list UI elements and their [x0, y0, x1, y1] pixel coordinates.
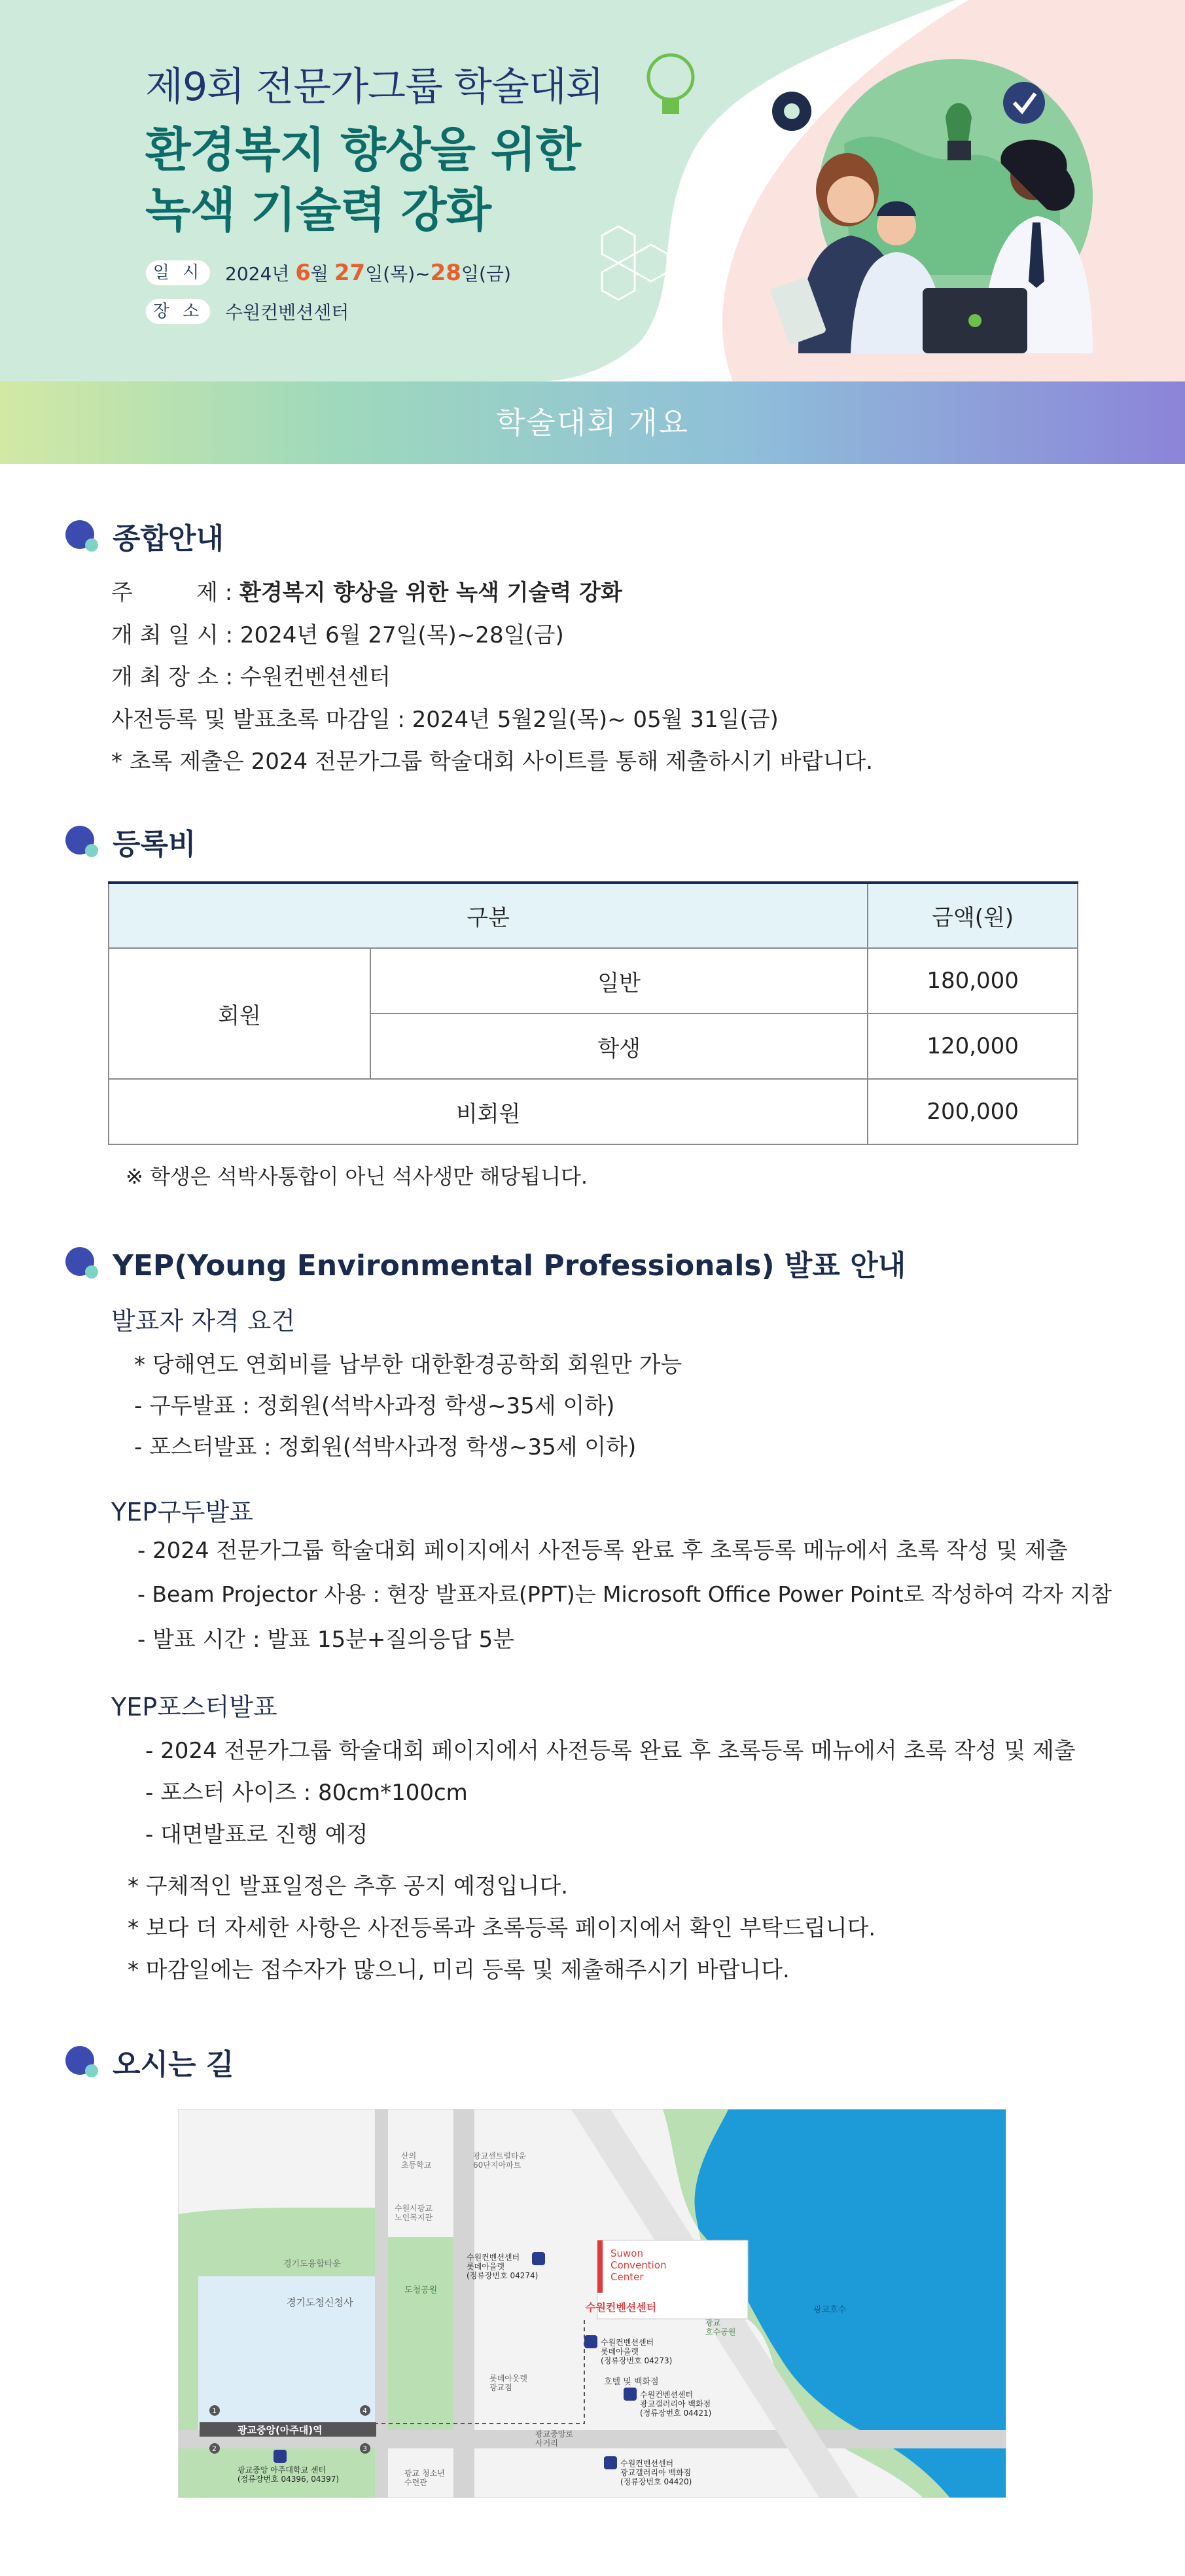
fee-nonmember-cell: 비회원 — [109, 1079, 868, 1144]
map-youth: 광교 청소년 수련관 — [404, 2469, 445, 2487]
list-item: - 2024 전문가그룹 학술대회 페이지에서 사전등록 완료 후 초록등록 메뉴에서 초록 작성 및 제출 — [145, 1738, 1076, 1764]
venue-label-pill: 장 소 — [145, 298, 211, 325]
general-theme-value: 환경복지 향상을 위한 녹색 기술력 강화 — [239, 580, 622, 606]
general-date-value: 2024년 6월 27일(목)~28일(금) — [239, 622, 564, 648]
venue-value: 수원컨벤션센터 — [225, 302, 349, 323]
fee-table — [108, 881, 1078, 1145]
yep-oral-title: YEP구두발표 — [111, 1498, 253, 1526]
hero-theme-line-1: 환경복지 향상을 위한 — [145, 122, 581, 177]
date-label-pill: 일 시 — [145, 260, 211, 286]
map-station: 광교중앙(아주대)역 — [238, 2424, 323, 2436]
date-day-end: 28 — [430, 260, 461, 286]
fee-amount-cell: 180,000 — [868, 948, 1078, 1014]
section-directions-header — [65, 2041, 234, 2083]
gear-icon — [772, 92, 811, 131]
map-galleria-bus: 수원컨벤션센터 광교갤러리아 백화점 (정류장번호 04420) — [620, 2459, 692, 2486]
section-yep-title: YEP(Young Environmental Professionals) 발표 안내 — [113, 1249, 906, 1282]
bus-stop-icon — [274, 2450, 287, 2463]
section-directions-title: 오시는 길 — [113, 2048, 234, 2081]
hero-banner — [0, 0, 1185, 381]
general-venue-value: 수원컨벤션센터 — [239, 664, 391, 690]
bus-stop-icon — [584, 2335, 597, 2348]
hero-theme — [145, 120, 580, 240]
fee-type-cell: 일반 — [370, 948, 868, 1014]
fee-table-header-row — [109, 883, 1078, 948]
map-bus-1: 수원컨벤션센터 롯데아울렛 (정류장번호 04274) — [467, 2253, 539, 2280]
date-year: 2024년 — [225, 263, 290, 285]
map-exit-4: 4 — [363, 2407, 367, 2415]
hero-venue-row — [145, 298, 349, 325]
general-venue — [111, 659, 391, 691]
check-badge-icon — [1003, 82, 1045, 124]
hero-date-row — [145, 260, 511, 286]
fee-type-cell: 학생 — [370, 1014, 868, 1079]
map-lake-park: 광교 호수공원 — [705, 2318, 736, 2337]
map-park: 도청공원 — [404, 2285, 438, 2295]
general-venue-label: 개 최 장 소 : — [111, 664, 240, 690]
hero-event-title: 제9회 전문가그룹 학술대회 — [145, 64, 603, 110]
section-fees-title: 등록비 — [113, 828, 196, 861]
general-theme-label: 주 제 : — [111, 580, 240, 606]
map-apt: 광교센트럴타운 60단지아파트 — [473, 2151, 527, 2170]
date-month-unit: 월 — [310, 263, 328, 285]
table-row — [109, 1079, 1078, 1144]
map-exit-3: 3 — [363, 2444, 367, 2453]
section-fees-header — [65, 820, 196, 862]
yep-note: * 마감일에는 접수자가 많으니, 미리 등록 및 제출해주시기 바랍니다. — [128, 1957, 790, 1983]
map-bus-2: 수원컨벤션센터 롯데아울렛 (정류장번호 04273) — [601, 2338, 673, 2365]
date-day-end-unit: 일(금) — [461, 263, 511, 285]
map-intersection: 광교중앙로 사거리 — [535, 2429, 573, 2448]
list-item: - 2024 전문가그룹 학술대회 페이지에서 사전등록 완료 후 초록등록 메뉴에서 초록 작성 및 제출 — [137, 1538, 1068, 1564]
section-bullet-icon — [65, 519, 99, 553]
fee-note: ※ 학생은 석박사통합이 아닌 석사생만 해당됩니다. — [126, 1164, 588, 1189]
bus-stop-icon — [532, 2252, 545, 2265]
map-convention-en-3: Center — [610, 2271, 644, 2283]
general-theme — [111, 574, 622, 607]
map-bus-3: 수원컨벤션센터 광교갤러리아 백화점 (정류장번호 04421) — [640, 2390, 712, 2418]
list-item: - 대면발표로 진행 예정 — [145, 1822, 368, 1848]
yep-note: * 구체적인 발표일정은 추후 공지 예정입니다. — [128, 1873, 569, 1899]
fee-col-amount: 금액(원) — [868, 883, 1078, 948]
fee-member-cell: 회원 — [109, 948, 370, 1079]
section-general-header — [65, 515, 224, 557]
map-exit-2: 2 — [212, 2444, 217, 2453]
list-item: * 당해연도 연회비를 납부한 대한환경공학회 회원만 가능 — [134, 1352, 682, 1378]
section-yep-header — [65, 1242, 906, 1284]
table-row — [109, 948, 1078, 1014]
overview-banner — [0, 381, 1185, 464]
location-map[interactable] — [178, 2109, 1006, 2498]
fee-amount-cell: 120,000 — [868, 1014, 1078, 1079]
fee-col-category: 구분 — [109, 883, 868, 948]
section-bullet-icon — [65, 824, 99, 858]
section-general-title: 종합안내 — [113, 522, 224, 556]
general-date — [111, 617, 564, 649]
yep-note: * 보다 더 자세한 사항은 사전등록과 초록등록 페이지에서 확인 부탁드립니다. — [128, 1915, 876, 1941]
map-convention-en-2: Convention — [610, 2259, 667, 2271]
yep-poster-title: YEP포스터발표 — [111, 1693, 277, 1721]
yep-qualification-title: 발표자 자격 요건 — [111, 1307, 296, 1335]
map-lake: 광교호수 — [813, 2305, 847, 2315]
date-month: 6 — [295, 260, 311, 286]
general-deadline-value: 2024년 5월2일(목)~ 05월 31일(금) — [412, 707, 779, 733]
map-school: 산의 초등학교 — [401, 2151, 432, 2170]
general-note: * 초록 제출은 2024 전문가그룹 학술대회 사이트를 통해 제출하시기 바랍니다. — [111, 749, 874, 775]
map-convention-kr: 수원컨벤션센터 — [586, 2301, 657, 2314]
hero-theme-line-2: 녹색 기술력 강화 — [145, 183, 491, 238]
general-deadline-label: 사전등록 및 발표초록 마감일 : — [111, 707, 412, 733]
date-day-start: 27 — [334, 260, 366, 286]
map-station-bus: 광교중앙 아주대학교 센터 (정류장번호 04396, 04397) — [238, 2465, 340, 2484]
map-lotte: 롯데아웃렛 광교점 — [489, 2374, 527, 2392]
list-item: - 구두발표 : 정회원(석박사과정 학생~35세 이하) — [134, 1393, 615, 1419]
list-item: - Beam Projector 사용 : 현장 발표자료(PPT)는 Microsoft Office Power Point로 작성하여 각자 지참 — [137, 1581, 1112, 1607]
section-bullet-icon — [65, 1246, 99, 1280]
map-canvas — [179, 2109, 1006, 2498]
map-welfare: 수원시광교 노인복지관 — [395, 2204, 433, 2222]
map-hotel: 호텔 및 백화점 — [604, 2377, 659, 2387]
section-bullet-icon — [65, 2045, 99, 2079]
general-date-label: 개 최 일 시 : — [111, 622, 240, 648]
bus-stop-icon — [604, 2456, 617, 2469]
date-day-start-unit: 일(목)~ — [365, 263, 431, 285]
list-item: - 발표 시간 : 발표 15분+질의응답 5분 — [137, 1627, 515, 1653]
map-exit-1: 1 — [212, 2407, 217, 2415]
map-gyeonggi-gov: 경기도청신청사 — [287, 2297, 353, 2308]
list-item: - 포스터발표 : 정회원(석박사과정 학생~35세 이하) — [134, 1434, 637, 1460]
fee-amount-cell: 200,000 — [868, 1079, 1078, 1144]
list-item: - 포스터 사이즈 : 80cm*100cm — [145, 1780, 468, 1806]
map-gyeonggi-lib: 경기도융합타운 — [283, 2259, 341, 2269]
general-deadline — [111, 701, 779, 733]
map-convention-en-1: Suwon — [610, 2248, 643, 2259]
bus-stop-icon — [624, 2388, 637, 2401]
overview-title: 학술대회 개요 — [495, 405, 690, 440]
